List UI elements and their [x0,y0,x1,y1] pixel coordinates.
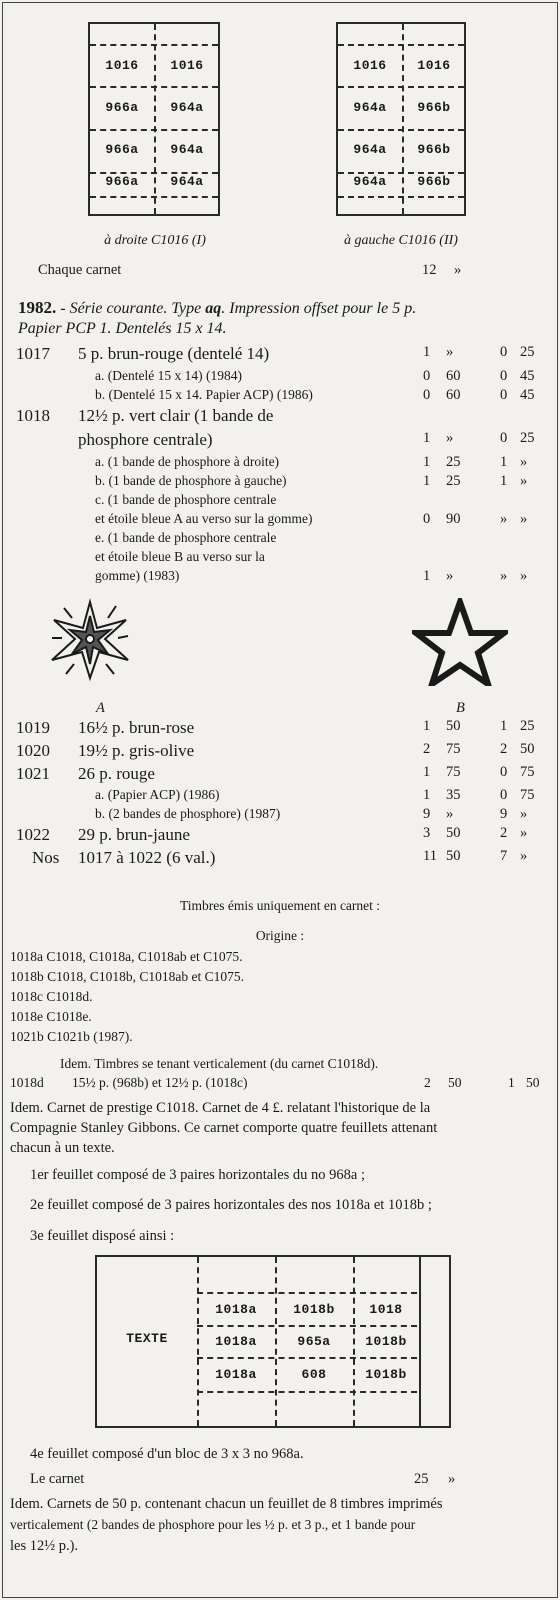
heading-year: 1982. [18,298,57,317]
price-used: 9 [500,806,508,822]
feuillet-line: 3e feuillet disposé ainsi : [30,1228,175,1244]
chaque-carnet-label: Chaque carnet [38,262,122,278]
price-mint: 1 [423,764,431,780]
entry-description: 29 p. brun-jaune [78,825,190,844]
pane-cell: 965a [297,1334,331,1349]
entry-number: 1021 [16,764,50,783]
pane-cell: 964a [353,174,387,189]
pane-cell: 966a [105,174,139,189]
price-used: 0 [500,387,508,403]
entry-sub-description: a. (Papier ACP) (1986) [95,787,220,802]
idem-note-2: chacun à un texte. [10,1140,115,1156]
price-mint-cents: 90 [446,511,461,527]
le-carnet-mark: » [448,1471,456,1487]
entry-number: 1020 [16,741,50,760]
price-used: 1 [500,718,508,734]
price-mint-cents: 50 [446,848,461,864]
entry-sub-description: gomme) (1983) [95,568,180,583]
pane-cell: 966a [105,142,139,157]
entry-number: 1018d [10,1075,44,1090]
price-used: 0 [500,368,508,384]
price-mint-cents: 50 [446,718,461,734]
price-used-cents: » [520,848,528,864]
entry-description: phosphore centrale) [78,430,213,449]
price-mint: 1 [423,787,431,803]
price-mint: 1 [423,568,431,584]
pane-cell: 1016 [170,58,204,73]
le-carnet-price: 25 [414,1471,429,1487]
price-used: » [500,511,508,527]
idem-note-2: Compagnie Stanley Gibbons. Ce carnet comporte quatre feuillets attenant [10,1120,438,1136]
le-carnet-label: Le carnet [30,1471,85,1487]
entry-description: 26 p. rouge [78,764,155,783]
price-mint: 0 [423,387,431,403]
price-used: 2 [500,825,508,841]
pane-cell: 966a [105,100,139,115]
price-mint: 11 [423,848,437,864]
pane-cell: 608 [301,1367,327,1382]
price-mint: 2 [424,1075,431,1090]
entry-sub-description: b. (Dentelé 15 x 14. Papier ACP) (1986) [95,387,313,402]
price-used-cents: 75 [520,764,535,780]
price-used-cents: 25 [520,344,535,360]
pane-cell: 1018b [293,1302,335,1317]
idem-note-3: Idem. Carnets de 50 p. contenant chacun un feuillet de 8 timbres imprimés [10,1496,443,1512]
price-mint: 1 [423,344,431,360]
price-used-cents: 50 [520,741,535,757]
pane-cell: 964a [170,142,204,157]
price-used: 0 [500,764,508,780]
entry-description: 19½ p. gris-olive [78,741,195,760]
pane-cell: 1018 [369,1302,403,1317]
pane-cell: 1016 [417,58,451,73]
idem-note-2: Idem. Carnet de prestige C1018. Carnet de 4 £. relatant l'historique de la [10,1100,431,1116]
price-mint-cents: » [446,430,454,446]
pane-cell: 1018b [365,1334,407,1349]
price-used: 0 [500,430,508,446]
star-b-label: B [456,700,465,716]
price-used-cents: » [520,454,528,470]
pane-cell: 966b [417,100,451,115]
texte-label: TEXTE [126,1331,168,1346]
entry-sub-description: b. (1 bande de phosphore à gauche) [95,473,287,488]
price-used-cents: 75 [520,787,535,803]
price-used-cents: 25 [520,718,535,734]
origine-line: 1018e C1018e. [10,1009,92,1024]
price-mint-cents: » [446,568,454,584]
star-a-label: A [96,700,105,716]
entry-sub-description: e. (1 bande de phosphore centrale [95,530,277,545]
price-used-cents: 45 [520,387,535,403]
booklet-pane-right [88,22,220,216]
origine-line: 1021b C1021b (1987). [10,1029,133,1044]
origine-line: 1018a C1018, C1018a, C1018ab et C1075. [10,949,243,964]
price-mint: 0 [423,511,431,527]
price-mint: 1 [423,718,431,734]
price-mint-cents: 60 [446,368,461,384]
price-used-cents: » [520,806,528,822]
entry-number: 1019 [16,718,50,737]
price-used: 0 [500,344,508,360]
price-used: 0 [500,787,508,803]
idem-note-1: Idem. Timbres se tenant verticalement (du carnet C1018d). [60,1056,379,1071]
price-used: » [500,568,508,584]
pane-cell: 964a [353,142,387,157]
price-used-cents: » [520,568,528,584]
pane-caption: à droite C1016 (I) [104,233,206,248]
price-mint-cents: 50 [446,825,461,841]
pane-cell: 1018b [365,1367,407,1382]
price-used-cents: 25 [520,430,535,446]
price-mint-cents: » [446,806,454,822]
feuillet-line: 2e feuillet composé de 3 paires horizontales des nos 1018a et 1018b ; [30,1197,432,1213]
price-mint: 9 [423,806,431,822]
idem-note-3: verticalement (2 bandes de phosphore pour les ½ p. et 3 p., et 1 bande pour [10,1517,416,1532]
star-b-icon [412,598,508,686]
prestige-pane [95,1255,451,1428]
entry-description: 5 p. brun-rouge (dentelé 14) [78,344,270,363]
heading-type: aq [205,300,222,317]
price-mint-cents: 75 [446,741,461,757]
entry-sub-description: a. (1 bande de phosphore à droite) [95,454,280,469]
entry-number: 1022 [16,825,50,844]
price-mint: 1 [423,454,431,470]
star-a-icon [44,598,136,682]
heading-line-2: Papier PCP 1. Dentelés 15 x 14. [18,320,227,337]
origine-line: 1018c C1018d. [10,989,93,1004]
origine-line: 1018b C1018, C1018b, C1018ab et C1075. [10,969,245,984]
entry-description: 16½ p. brun-rose [78,718,195,737]
heading-text: - Série courante. Type [56,300,206,317]
price-used-cents: 45 [520,368,535,384]
feuillet-4: 4e feuillet composé d'un bloc de 3 x 3 no 968a. [30,1446,304,1462]
pane-cell: 1018a [215,1302,257,1317]
price-mint: 0 [423,368,431,384]
price-used: 1 [508,1075,515,1090]
entry-description: 15½ p. (968b) et 12½ p. (1018c) [72,1075,248,1090]
entry-sub-description: b. (2 bandes de phosphore) (1987) [95,806,281,821]
price-mint: 2 [423,741,431,757]
pane-cell: 1016 [105,58,139,73]
price-mint-cents: 25 [446,454,461,470]
price-mint: 1 [423,473,431,489]
pane-cell: 966b [417,142,451,157]
chaque-carnet-price: 12 [422,262,437,278]
pane-cell: 966b [417,174,451,189]
feuillet-line: 1er feuillet composé de 3 paires horizontales du no 968a ; [30,1167,366,1183]
pane-cell: 964a [170,100,204,115]
price-used-cents: » [520,511,528,527]
entry-sub-description: et étoile bleue B au verso sur la [95,549,265,564]
entry-sub-description: c. (1 bande de phosphore centrale [95,492,277,507]
price-used: 1 [500,473,508,489]
pane-caption: à gauche C1016 (II) [344,233,458,248]
entry-number: 1018 [16,406,50,425]
entry-number: 1017 [16,344,50,363]
price-mint-cents: 60 [446,387,461,403]
entry-description: 12½ p. vert clair (1 bande de [78,406,274,425]
price-used: 2 [500,741,508,757]
price-used-cents: » [520,825,528,841]
price-used: 7 [500,848,508,864]
entry-description: 1017 à 1022 (6 val.) [78,848,216,867]
idem-note-3: les 12½ p.). [10,1538,79,1554]
pane-cell: 964a [170,174,204,189]
heading-text-2: . Impression offset pour le 5 p. [221,300,417,317]
price-mint-cents: 35 [446,787,461,803]
price-mint-cents: 25 [446,473,461,489]
price-used: 1 [500,454,508,470]
series-heading [18,298,416,318]
entry-sub-description: a. (Dentelé 15 x 14) (1984) [95,368,242,383]
price-used-cents: 50 [526,1075,540,1090]
price-mint-cents: 75 [446,764,461,780]
pane-cell: 1018a [215,1334,257,1349]
booklet-pane-left [336,22,466,216]
price-mint-cents: » [446,344,454,360]
pane-cell: 1018a [215,1367,257,1382]
price-used-cents: » [520,473,528,489]
price-mint: 3 [423,825,431,841]
price-mint-cents: 50 [448,1075,462,1090]
chaque-carnet-mark: » [454,262,462,278]
entry-number: Nos [32,848,60,867]
pane-cell: 1016 [353,58,387,73]
price-mint: 1 [423,430,431,446]
pane-cell: 964a [353,100,387,115]
carnet-note: Timbres émis uniquement en carnet : [179,898,381,913]
origine-title: Origine : [255,928,305,943]
entry-sub-description: et étoile bleue A au verso sur la gomme) [95,511,313,526]
